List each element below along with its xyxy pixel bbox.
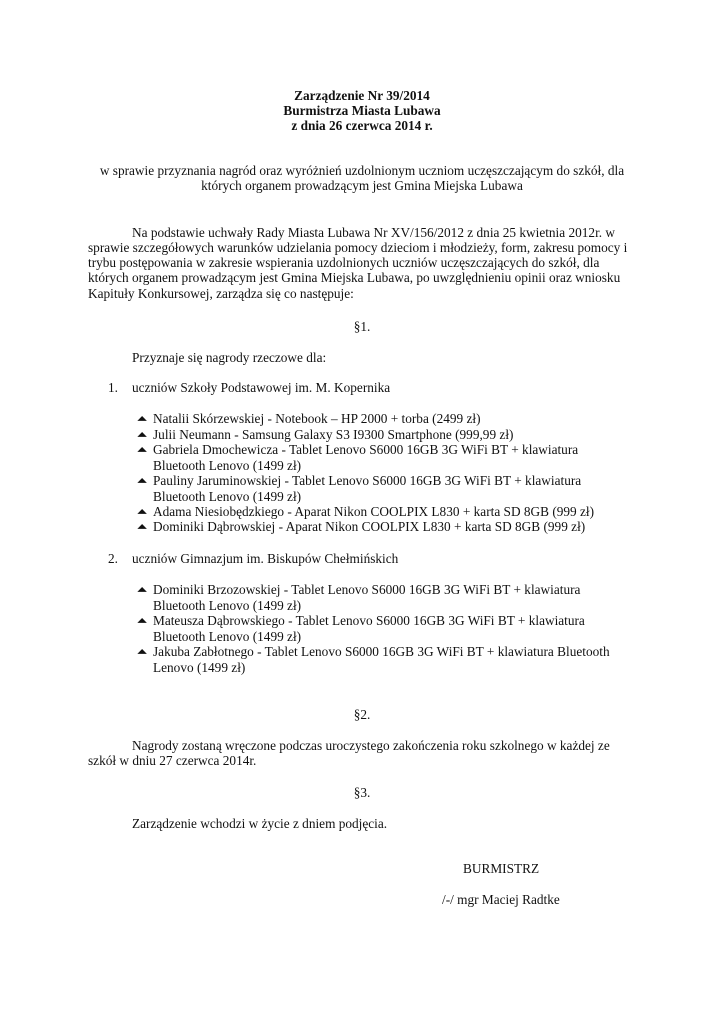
list-item-text-continued: Bluetooth Lenovo (1499 zł) <box>153 457 302 473</box>
document-issuer: Burmistrza Miasta Lubawa <box>283 103 441 118</box>
list-item-text-continued: Bluetooth Lenovo (1499 zł) <box>153 488 302 504</box>
preamble-line-5: Kapituły Konkursowej, zarządza się co następuje: <box>88 286 354 301</box>
arrow-bullet-icon: ⏶ <box>136 582 148 597</box>
arrow-bullet-icon: ⏶ <box>136 473 148 488</box>
section-2-heading: §2. <box>353 707 371 722</box>
document-title: Zarządzenie Nr 39/2014 <box>294 88 430 103</box>
list-item <box>136 411 637 427</box>
arrow-bullet-icon: ⏶ <box>136 411 148 426</box>
signature-title: BURMISTRZ <box>463 861 540 876</box>
section-3-text: Zarządzenie wchodzi w życie z dniem podjęcia. <box>132 816 388 831</box>
list-item <box>136 427 637 443</box>
list-item-text-continued: Bluetooth Lenovo (1499 zł) <box>153 597 302 613</box>
arrow-bullet-icon: ⏶ <box>136 644 148 659</box>
arrow-bullet-icon: ⏶ <box>136 427 148 442</box>
list-item-text: Julii Neumann - Samsung Galaxy S3 I9300 Smartphone (999,99 zł) <box>153 427 514 442</box>
subject-line-2: których organem prowadzącym jest Gmina Miejska Lubawa <box>201 178 523 193</box>
list-item <box>136 644 637 675</box>
list-item <box>136 582 637 613</box>
section-3-heading: §3. <box>353 785 371 800</box>
section-2-line-1: Nagrody zostaną wręczone podczas uroczystego zakończenia roku szkolnego w każdej ze <box>132 738 610 753</box>
list-item-text: Dominiki Dąbrowskiej - Aparat Nikon COOLPIX L830 + karta SD 8GB (999 zł) <box>153 519 586 534</box>
list-item-text: Mateusza Dąbrowskiego - Tablet Lenovo S6000 16GB 3G WiFi BT + klawiatura <box>153 613 585 628</box>
list-item <box>136 504 637 520</box>
preamble-line-3: trybu postępowania w zakresie wspierania uzdolnionych uczniów uczęszczających do szkół, dla <box>88 255 600 270</box>
subject-line-1: w sprawie przyznania nagród oraz wyróżnień uzdolnionym uczniom uczęszczającym do szkół, dla <box>99 163 625 178</box>
preamble-line-4: których organem prowadzącym jest Gmina Miejska Lubawa, po uwzględnieniu opinii oraz wniosku <box>88 270 621 285</box>
list-item-text: Jakuba Zabłotnego - Tablet Lenovo S6000 16GB 3G WiFi BT + klawiatura Bluetooth <box>153 644 610 659</box>
list-item-text: Gabriela Dmochewicza - Tablet Lenovo S6000 16GB 3G WiFi BT + klawiatura <box>153 442 579 457</box>
arrow-bullet-icon: ⏶ <box>136 613 148 628</box>
arrow-bullet-icon: ⏶ <box>136 442 148 457</box>
preamble-line-2: sprawie szczegółowych warunków udzielania pomocy dzieciom i młodzieży, form, zakresu pomocy i <box>88 240 628 255</box>
group-1-number: 1. <box>108 380 118 395</box>
list-item-text: Adama Niesiobędzkiego - Aparat Nikon COOLPIX L830 + karta SD 8GB (999 zł) <box>153 504 595 519</box>
list-item <box>136 613 637 644</box>
section-2-line-2: szkół w dniu 27 czerwca 2014r. <box>88 753 257 768</box>
group-1-label: uczniów Szkoły Podstawowej im. M. Kopernika <box>132 380 391 395</box>
arrow-bullet-icon: ⏶ <box>136 519 148 534</box>
list-item <box>136 473 637 504</box>
document-date: z dnia 26 czerwca 2014 r. <box>291 118 433 133</box>
preamble-line-1: Na podstawie uchwały Rady Miasta Lubawa Nr XV/156/2012 z dnia 25 kwietnia 2012r. w <box>132 225 616 240</box>
list-item <box>136 442 637 473</box>
list-item <box>136 519 637 535</box>
group-2-number: 2. <box>108 551 118 566</box>
list-item-text: Dominiki Brzozowskiej - Tablet Lenovo S6000 16GB 3G WiFi BT + klawiatura <box>153 582 581 597</box>
list-item-text-continued: Lenovo (1499 zł) <box>153 659 246 675</box>
list-item-text: Pauliny Jaruminowskiej - Tablet Lenovo S6000 16GB 3G WiFi BT + klawiatura <box>153 473 582 488</box>
list-item-text-continued: Bluetooth Lenovo (1499 zł) <box>153 628 302 644</box>
arrow-bullet-icon: ⏶ <box>136 504 148 519</box>
group-2-label: uczniów Gimnazjum im. Biskupów Chełmińskich <box>132 551 399 566</box>
signature-name: /-/ mgr Maciej Radtke <box>442 892 560 907</box>
section-1-heading: §1. <box>353 319 371 334</box>
list-item-text: Natalii Skórzewskiej - Notebook – HP 2000 + torba (2499 zł) <box>153 411 481 426</box>
section-1-intro: Przyznaje się nagrody rzeczowe dla: <box>132 350 327 365</box>
